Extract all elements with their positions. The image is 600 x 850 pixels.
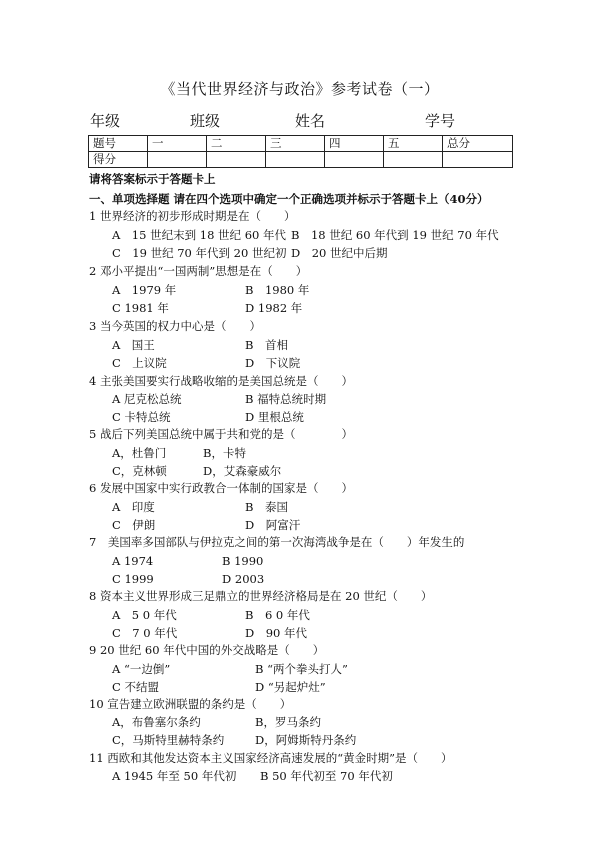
question-text: 6 发展中国家中实行政教合一体制的国家是（ ） — [89, 481, 353, 495]
option-a: A，布鲁塞尔条约 — [112, 715, 201, 729]
option-d: D 1982 年 — [245, 301, 303, 315]
option-c: C，克林顿 — [112, 464, 167, 478]
score-table-header-row — [89, 136, 513, 152]
score-cell: 二 — [207, 136, 266, 152]
question-text: 9 20 世纪 60 年代中国的外交战略是（ ） — [89, 643, 325, 657]
score-cell: 三 — [266, 136, 325, 152]
score-table-score-row — [89, 152, 513, 168]
score-cell: 四 — [325, 136, 384, 152]
option-a: A，杜鲁门 — [112, 446, 167, 460]
option-a: A 15 世纪末到 18 世纪 60 年代 — [112, 228, 286, 242]
option-a: A 印度 — [112, 500, 155, 514]
option-b: B “两个拳头打人” — [255, 662, 348, 676]
student-id-label: 学号 — [425, 112, 456, 130]
option-b: B，罗马条约 — [255, 715, 321, 729]
option-d: D 90 年代 — [245, 626, 308, 640]
option-d: D，阿姆斯特丹条约 — [255, 733, 357, 747]
exam-title: 《当代世界经济与政治》参考试卷（一） — [160, 80, 440, 98]
option-c: C 伊朗 — [112, 518, 156, 532]
option-b: B 福特总统时期 — [245, 392, 327, 406]
option-c: C 19 世纪 70 年代到 20 世纪初 — [112, 246, 287, 260]
option-c: C 1999 — [112, 572, 154, 586]
option-a: A 1979 年 — [112, 283, 177, 297]
section-heading: 一、单项选择题 请在四个选项中确定一个正确选项并标示于答题卡上（40分） — [89, 192, 489, 206]
option-a: A 国王 — [112, 338, 155, 352]
option-a: A 1945 年至 50 年代初 — [112, 769, 237, 783]
option-c: C 上议院 — [112, 356, 167, 370]
option-a: A 尼克松总统 — [112, 392, 182, 406]
option-c: C，马斯特里赫特条约 — [112, 733, 225, 747]
score-blank-cell[interactable] — [325, 152, 384, 168]
option-b: B 50 年代初至 70 年代初 — [260, 769, 393, 783]
score-blank-cell[interactable] — [207, 152, 266, 168]
question-text: 1 世界经济的初步形成时期是在（ ） — [89, 209, 296, 223]
option-c: C 不结盟 — [112, 680, 159, 694]
score-cell: 题号 — [89, 136, 148, 152]
option-d: D 下议院 — [245, 356, 301, 370]
score-blank-cell[interactable] — [384, 152, 443, 168]
question-text: 3 当今英国的权力中心是（ ） — [89, 319, 261, 333]
option-b: B 18 世纪 60 年代到 19 世纪 70 年代 — [291, 228, 499, 242]
option-b: B，卡特 — [203, 446, 246, 460]
option-b: B 泰国 — [245, 500, 288, 514]
instruction: 请将答案标示于答题卡上 — [89, 172, 216, 186]
option-c: C 7 0 年代 — [112, 626, 178, 640]
question-text: 4 主张美国要实行战略收缩的是美国总统是（ ） — [89, 374, 353, 388]
question-text: 5 战后下列美国总统中属于共和党的是（ ） — [89, 427, 353, 441]
score-row-label: 得分 — [89, 152, 148, 168]
score-cell: 五 — [384, 136, 443, 152]
question-text: 7 美国率多国部队与伊拉克之间的第一次海湾战争是在（ ）年发生的 — [89, 535, 465, 549]
option-b: B 6 0 年代 — [245, 608, 310, 622]
option-d: D 阿富汗 — [245, 518, 301, 532]
option-d: D 20 世纪中后期 — [291, 246, 388, 260]
score-cell: 总分 — [443, 136, 513, 152]
class-label: 班级 — [190, 112, 221, 130]
name-label: 姓名 — [295, 112, 326, 130]
option-d: D 2003 — [222, 572, 265, 586]
option-b: B 首相 — [245, 338, 288, 352]
grade-label: 年级 — [90, 112, 121, 130]
option-a: A 1974 — [112, 554, 154, 568]
option-d: D，艾森豪威尔 — [203, 464, 282, 478]
option-c: C 1981 年 — [112, 301, 169, 315]
question-text: 2 邓小平提出“一国两制”思想是在（ ） — [89, 264, 308, 278]
score-table — [88, 135, 513, 168]
score-cell: 一 — [148, 136, 207, 152]
option-d: D “另起炉灶” — [255, 680, 326, 694]
option-b: B 1990 — [222, 554, 264, 568]
score-blank-cell[interactable] — [266, 152, 325, 168]
option-a: A “一边倒” — [112, 662, 171, 676]
question-text: 8 资本主义世界形成三足鼎立的世界经济格局是在 20 世纪（ ） — [89, 589, 433, 603]
score-blank-cell[interactable] — [443, 152, 513, 168]
option-a: A 5 0 年代 — [112, 608, 177, 622]
option-c: C 卡特总统 — [112, 410, 171, 424]
question-text: 10 宣告建立欧洲联盟的条约是（ ） — [89, 697, 292, 711]
question-text: 11 西欧和其他发达资本主义国家经济高速发展的“黄金时期”是（ ） — [89, 751, 453, 765]
score-blank-cell[interactable] — [148, 152, 207, 168]
option-b: B 1980 年 — [245, 283, 310, 297]
option-d: D 里根总统 — [245, 410, 304, 424]
